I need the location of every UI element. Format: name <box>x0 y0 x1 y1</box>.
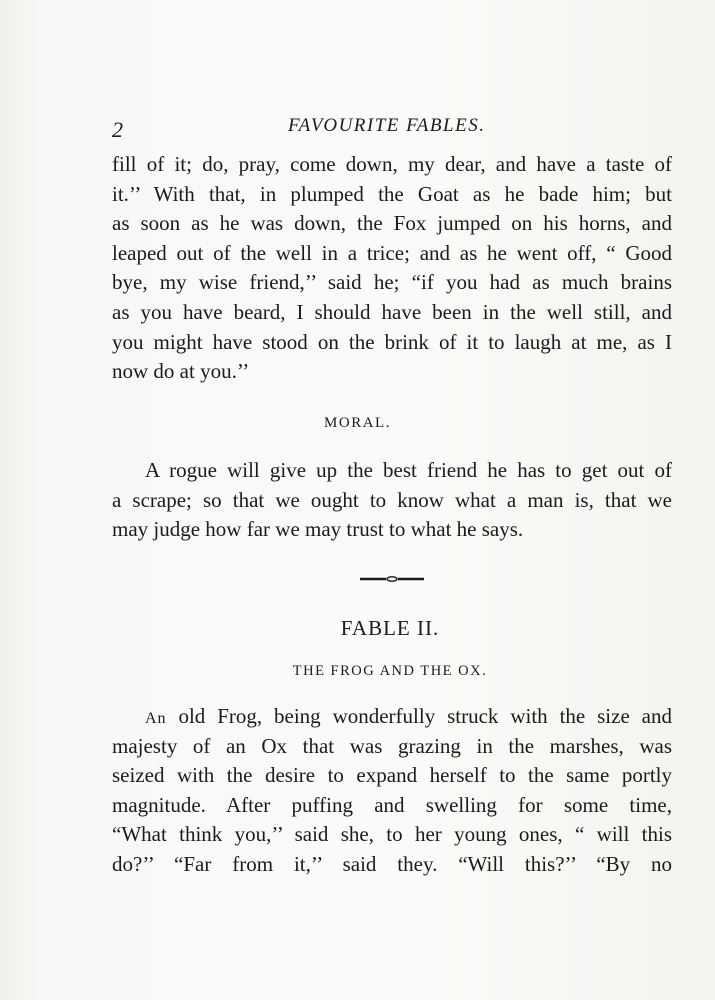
paragraph-continuation <box>112 150 672 387</box>
text-line: majesty of an Ox that was grazing in the marshes, was <box>112 733 672 758</box>
page-number: 2 <box>112 117 123 142</box>
text-line: “What think you,’’ said she, to her young ones, “ will this <box>112 822 672 847</box>
text-line: as you have beard, I should have been in the well still, and <box>112 299 672 324</box>
fable-paragraph <box>112 702 672 880</box>
moral-heading: MORAL. <box>324 415 391 431</box>
text-line: may judge how far we may trust to what he says. <box>112 517 524 542</box>
running-head <box>112 113 672 141</box>
text-line: magnitude. After puffing and swelling for some time, <box>112 792 672 817</box>
text-line: it.’’ With that, in plumped the Goat as he bade him; but <box>112 181 672 206</box>
text-line: now do at you.’’ <box>112 359 250 384</box>
text-line: fill of it; do, pray, come down, my dear, and have a taste of <box>112 152 672 176</box>
fable-subtitle: THE FROG AND THE OX. <box>292 663 488 679</box>
text-line: as soon as he was down, the Fox jumped on his horns, and <box>112 211 672 236</box>
text-line: a scrape; so that we ought to know what a man is, that we <box>112 487 672 512</box>
running-title: FAVOURITE FABLES. <box>288 115 486 136</box>
text-line: leaped out of the well in a trice; and as he went off, “ Good <box>112 240 672 265</box>
text-line: bye, my wise friend,’’ said he; “if you had as much brains <box>112 270 672 295</box>
text-line-first <box>112 702 672 732</box>
text-line: do?’’ “Far from it,’’ said they. “Will this?’’ “By no <box>112 851 672 876</box>
first-line-text: old Frog, being wonderfully struck with the size and <box>166 704 672 728</box>
text-line: you might have stood on the brink of it to laugh at me, as I <box>112 329 672 354</box>
text-line: A rogue will give up the best friend he has to get out of <box>145 458 672 482</box>
fable-title: FABLE II. <box>340 616 440 640</box>
initial-word: An <box>145 710 167 727</box>
moral-paragraph <box>112 456 672 545</box>
text-line: seized with the desire to expand herself to the same portly <box>112 763 672 788</box>
section-divider-ornament <box>360 573 424 585</box>
